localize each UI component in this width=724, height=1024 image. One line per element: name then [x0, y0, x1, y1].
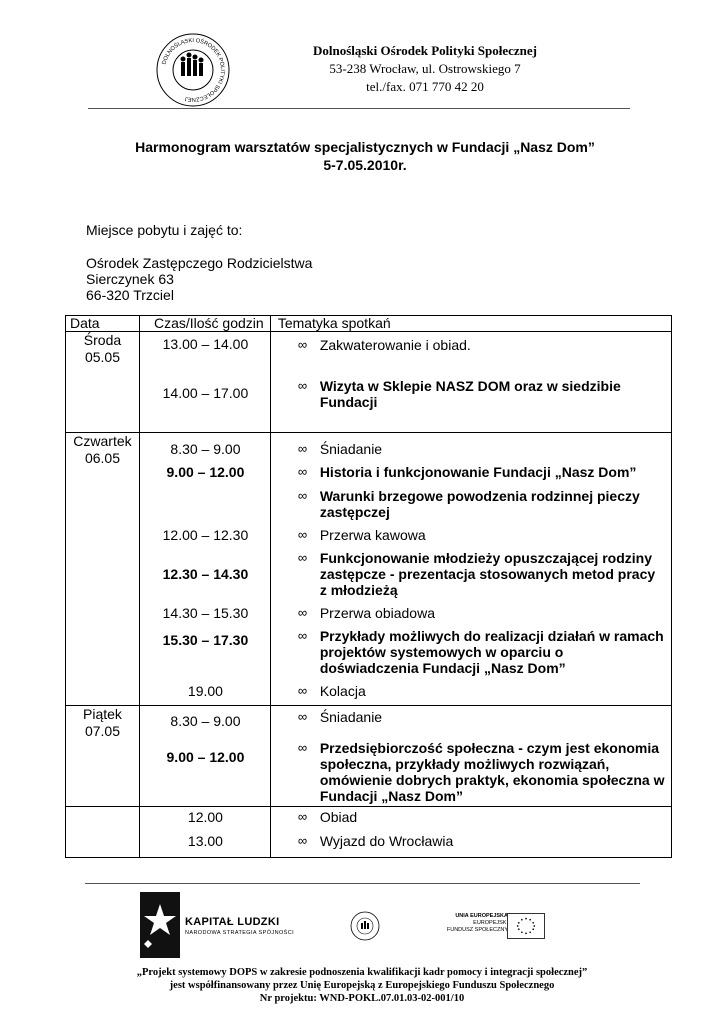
- topic-text: Historia i funkcjonowanie Fundacji „Nasz Dom”: [319, 464, 637, 480]
- organization-address: [290, 42, 560, 96]
- time-slot: 19.00: [187, 683, 223, 699]
- bullet-icon: ∞: [297, 441, 308, 456]
- topic-text: Funkcjonowanie młodzieży opuszczającej rodziny zastępcze - prezentacja stosowanych metod pracy z młodzieżą: [319, 550, 656, 598]
- bullet-icon: ∞: [297, 464, 308, 479]
- time-slot: 12.30 – 14.30: [162, 566, 249, 582]
- day-row-wednesday: [66, 332, 672, 433]
- location-line-1: Ośrodek Zastępczego Rodzicielstwa: [86, 255, 313, 271]
- topic-text: Śniadanie: [319, 709, 383, 725]
- eu-line-1: UNIA EUROPEJSKA: [455, 913, 508, 919]
- day-cell: [66, 807, 140, 858]
- bullet-icon: ∞: [297, 709, 308, 724]
- day-date: 07.05: [84, 723, 120, 739]
- time-slot: 13.00 – 14.00: [162, 336, 249, 352]
- time-slot: 12.00: [187, 809, 223, 825]
- time-slot: 13.00: [187, 833, 223, 849]
- title-line-2: 5-7.05.2010r.: [323, 157, 407, 173]
- bullet-icon: ∞: [297, 740, 308, 755]
- location-block: [86, 222, 312, 303]
- time-cell: [139, 332, 270, 433]
- topic-text: Przerwa kawowa: [319, 527, 426, 543]
- day-row-thursday: [66, 433, 672, 706]
- project-footer: [80, 966, 644, 1005]
- location-line-2: Sierczynek 63: [86, 271, 174, 287]
- header-divider: [88, 108, 630, 109]
- time-slot: 9.00 – 12.00: [166, 749, 245, 765]
- time-cell: [139, 807, 270, 858]
- kapital-ludzki-text: [185, 916, 294, 937]
- logo-ring-text: DOLNOŚLĄSKI OŚRODEK POLITYKI SPOŁECZNEJ: [161, 37, 226, 103]
- time-slot: 9.00 – 12.00: [166, 464, 245, 480]
- bullet-icon: ∞: [297, 628, 308, 643]
- dops-logo: [155, 32, 231, 108]
- footer-line-3: Nr projektu: WND-POKL.07.01.03-02-001/10: [259, 993, 465, 1004]
- time-slot: 8.30 – 9.00: [170, 441, 241, 457]
- dops-logo-small: [350, 911, 380, 941]
- kapital-ludzki-name: KAPITAŁ LUDZKI: [185, 916, 280, 928]
- bullet-icon: ∞: [297, 683, 308, 698]
- kapital-ludzki-sub: NARODOWA STRATEGIA SPÓJNOŚCI: [185, 930, 294, 936]
- bullet-icon: ∞: [297, 833, 308, 848]
- day-date: 05.05: [84, 349, 120, 365]
- topic-cell: [270, 433, 671, 706]
- topic-cell: [270, 807, 671, 858]
- topic-text: Wizyta w Sklepie NASZ DOM oraz w siedzibie Fundacji: [319, 378, 621, 410]
- day-cell: [66, 706, 140, 807]
- bullet-icon: ∞: [297, 527, 308, 542]
- topic-text: Wyjazd do Wrocławia: [319, 833, 454, 849]
- topic-text: Obiad: [319, 809, 358, 825]
- bullet-icon: ∞: [297, 337, 308, 352]
- document-title: [60, 138, 670, 174]
- location-line-3: 66-320 Trzciel: [86, 287, 174, 303]
- time-slot: 14.30 – 15.30: [162, 605, 249, 621]
- org-address: 53-238 Wrocław, ul. Ostrowskiego 7: [329, 61, 521, 76]
- table-header-row: [66, 316, 672, 332]
- time-slot: 15.30 – 17.30: [162, 632, 249, 648]
- header-topics: Tematyka spotkań: [270, 316, 671, 332]
- header-time: Czas/Ilość godzin: [139, 316, 270, 332]
- eu-text: [446, 913, 508, 934]
- day-date: 06.05: [84, 450, 120, 466]
- schedule-table: [65, 315, 672, 858]
- org-phone: tel./fax. 071 770 42 20: [366, 79, 484, 94]
- bullet-icon: ∞: [297, 605, 308, 620]
- day-cell: [66, 433, 140, 706]
- topic-text: Kolacja: [319, 683, 366, 699]
- footer-line-2: jest współfinansowany przez Unię Europejską z Europejskiego Funduszu Społecznego: [169, 980, 555, 991]
- eu-line-2: EUROPEJSKI: [473, 920, 508, 926]
- topic-text: Przerwa obiadowa: [319, 605, 435, 621]
- day-row-closing: [66, 807, 672, 858]
- topic-text: Przykłady możliwych do realizacji działań w ramach projektów systemowych w oparciu o doświadczenia Fundacji „Nasz Dom”: [319, 628, 664, 676]
- org-name: Dolnośląski Ośrodek Polityki Społecznej: [312, 43, 538, 58]
- bullet-icon: ∞: [297, 809, 308, 824]
- topic-text: Zakwaterowanie i obiad.: [319, 337, 471, 353]
- time-slot: 12.00 – 12.30: [162, 527, 249, 543]
- time-slot: 8.30 – 9.00: [170, 713, 241, 729]
- bullet-icon: ∞: [297, 488, 308, 503]
- topic-text: Przedsiębiorczość społeczna - czym jest ekonomia społeczna, przykłady możliwych rozwiązań, omówienie dobrych praktyk, ekonomia społeczna w Fundacji „Nasz Dom”: [319, 740, 665, 804]
- footer-divider: [85, 883, 640, 884]
- topic-cell: [270, 332, 671, 433]
- bullet-icon: ∞: [297, 378, 308, 393]
- day-name: Środa: [83, 332, 122, 348]
- eu-line-3: FUNDUSZ SPOŁECZNY: [446, 927, 508, 933]
- title-line-1: Harmonogram warsztatów specjalistycznych w Fundacji „Nasz Dom”: [135, 139, 595, 155]
- location-intro: Miejsce pobytu i zajęć to:: [86, 222, 243, 238]
- header-date: Data: [66, 316, 140, 332]
- day-row-friday: [66, 706, 672, 807]
- footer-line-1: „Projekt systemowy DOPS w zakresie podnoszenia kwalifikacji kadr pomocy i integracji społecznej”: [136, 967, 588, 978]
- topic-cell: [270, 706, 671, 807]
- day-name: Czwartek: [73, 433, 132, 449]
- time-slot: 14.00 – 17.00: [162, 385, 249, 401]
- bullet-icon: ∞: [297, 550, 308, 565]
- day-cell: [66, 332, 140, 433]
- time-cell: [139, 433, 270, 706]
- day-name: Piątek: [83, 706, 122, 722]
- eu-flag-icon: [507, 913, 545, 939]
- topic-text: Śniadanie: [319, 441, 383, 457]
- topic-text: Warunki brzegowe powodzenia rodzinnej pieczy zastępczej: [319, 488, 640, 520]
- time-cell: [139, 706, 270, 807]
